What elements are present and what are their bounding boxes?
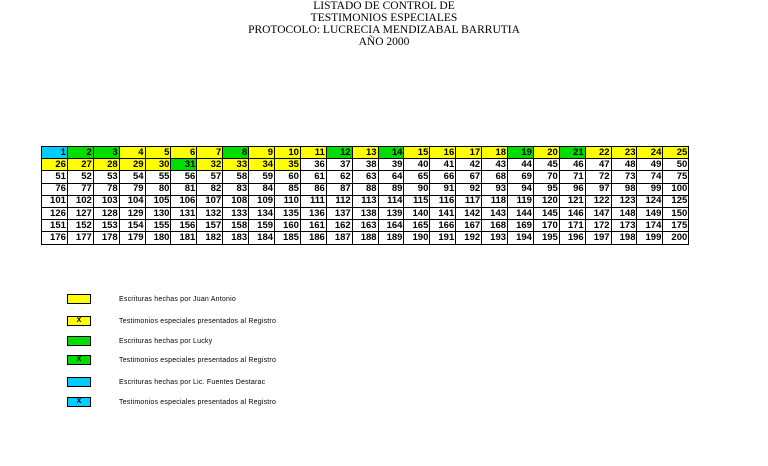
grid-cell: 82 [197, 183, 223, 195]
grid-cell: 133 [223, 207, 249, 219]
grid-cell: 183 [223, 232, 249, 244]
legend-swatch: X [67, 397, 91, 407]
grid-cell: 162 [326, 220, 352, 232]
grid-cell: 12 [326, 147, 352, 159]
grid-cell: 187 [326, 232, 352, 244]
grid-cell: 200 [663, 232, 689, 244]
grid-cell: 63 [352, 171, 378, 183]
grid-cell: 39 [378, 159, 404, 171]
grid-cell: 15 [404, 147, 430, 159]
grid-cell: 92 [456, 183, 482, 195]
grid-cell: 129 [119, 207, 145, 219]
grid-cell: 84 [249, 183, 275, 195]
grid-row [42, 207, 689, 219]
grid-cell: 76 [42, 183, 68, 195]
grid-cell: 48 [611, 159, 637, 171]
grid-cell: 69 [508, 171, 534, 183]
grid-cell: 47 [585, 159, 611, 171]
legend-item [67, 336, 447, 346]
grid-cell: 6 [171, 147, 197, 159]
grid-cell: 100 [663, 183, 689, 195]
grid-row [42, 147, 689, 159]
legend-item [67, 377, 447, 387]
grid-cell: 9 [249, 147, 275, 159]
grid-cell: 168 [482, 220, 508, 232]
grid-cell: 8 [223, 147, 249, 159]
grid-cell: 81 [171, 183, 197, 195]
grid-cell: 88 [352, 183, 378, 195]
grid-cell: 182 [197, 232, 223, 244]
grid-cell: 108 [223, 195, 249, 207]
grid-cell: 160 [275, 220, 301, 232]
grid-cell: 106 [171, 195, 197, 207]
grid-cell: 73 [611, 171, 637, 183]
grid-cell: 68 [482, 171, 508, 183]
grid-cell: 126 [42, 207, 68, 219]
grid-cell: 80 [145, 183, 171, 195]
grid-cell: 72 [585, 171, 611, 183]
grid-cell: 122 [585, 195, 611, 207]
grid-cell: 18 [482, 147, 508, 159]
grid-cell: 137 [326, 207, 352, 219]
grid-cell: 107 [197, 195, 223, 207]
grid-cell: 111 [300, 195, 326, 207]
grid-cell: 62 [326, 171, 352, 183]
grid-cell: 159 [249, 220, 275, 232]
grid-cell: 163 [352, 220, 378, 232]
grid-cell: 59 [249, 171, 275, 183]
grid-cell: 171 [559, 220, 585, 232]
grid-cell: 184 [249, 232, 275, 244]
legend-text: Testimonios especiales presentados al Registro [119, 398, 277, 406]
grid-cell: 19 [508, 147, 534, 159]
grid-cell: 136 [300, 207, 326, 219]
grid-cell: 152 [67, 220, 93, 232]
grid-cell: 36 [300, 159, 326, 171]
control-grid [41, 146, 689, 245]
grid-cell: 49 [637, 159, 663, 171]
grid-cell: 167 [456, 220, 482, 232]
grid-cell: 10 [275, 147, 301, 159]
grid-row [42, 183, 689, 195]
grid-cell: 32 [197, 159, 223, 171]
grid-cell: 118 [482, 195, 508, 207]
grid-cell: 192 [456, 232, 482, 244]
grid-cell: 155 [145, 220, 171, 232]
grid-cell: 194 [508, 232, 534, 244]
grid-cell: 74 [637, 171, 663, 183]
grid-cell: 130 [145, 207, 171, 219]
grid-cell: 99 [637, 183, 663, 195]
grid-cell: 179 [119, 232, 145, 244]
header-line-1: LISTADO DE CONTROL DE [313, 0, 455, 12]
grid-cell: 197 [585, 232, 611, 244]
grid-cell: 33 [223, 159, 249, 171]
grid-cell: 31 [171, 159, 197, 171]
grid-cell: 144 [508, 207, 534, 219]
grid-row [42, 171, 689, 183]
grid-cell: 11 [300, 147, 326, 159]
legend-text: Testimonios especiales presentados al Registro [119, 356, 277, 364]
grid-cell: 149 [637, 207, 663, 219]
grid-cell: 121 [559, 195, 585, 207]
grid-cell: 148 [611, 207, 637, 219]
grid-cell: 110 [275, 195, 301, 207]
grid-cell: 61 [300, 171, 326, 183]
grid-cell: 175 [663, 220, 689, 232]
grid-cell: 83 [223, 183, 249, 195]
grid-cell: 125 [663, 195, 689, 207]
grid-cell: 157 [197, 220, 223, 232]
grid-cell: 22 [585, 147, 611, 159]
grid-cell: 70 [533, 171, 559, 183]
grid-cell: 143 [482, 207, 508, 219]
legend-item [67, 316, 447, 326]
grid-cell: 91 [430, 183, 456, 195]
grid-cell: 28 [93, 159, 119, 171]
grid-cell: 65 [404, 171, 430, 183]
grid-cell: 140 [404, 207, 430, 219]
grid-cell: 41 [430, 159, 456, 171]
grid-cell: 16 [430, 147, 456, 159]
legend-text: Testimonios especiales presentados al Registro [119, 317, 277, 325]
grid-cell: 146 [559, 207, 585, 219]
grid-cell: 139 [378, 207, 404, 219]
grid-cell: 190 [404, 232, 430, 244]
grid-cell: 20 [533, 147, 559, 159]
grid-cell: 102 [67, 195, 93, 207]
grid-cell: 132 [197, 207, 223, 219]
grid-cell: 124 [637, 195, 663, 207]
grid-cell: 71 [559, 171, 585, 183]
legend-swatch [67, 294, 91, 304]
grid-cell: 94 [508, 183, 534, 195]
grid-cell: 119 [508, 195, 534, 207]
grid-cell: 75 [663, 171, 689, 183]
legend-swatch [67, 336, 91, 346]
grid-cell: 127 [67, 207, 93, 219]
grid-cell: 112 [326, 195, 352, 207]
grid-cell: 158 [223, 220, 249, 232]
grid-row [42, 232, 689, 244]
legend-item [67, 397, 447, 407]
grid-cell: 78 [93, 183, 119, 195]
grid-cell: 193 [482, 232, 508, 244]
grid-cell: 165 [404, 220, 430, 232]
grid-cell: 45 [533, 159, 559, 171]
grid-cell: 161 [300, 220, 326, 232]
header-line-3: PROTOCOLO: LUCRECIA MENDIZABAL BARRUTIA [248, 24, 520, 36]
grid-cell: 199 [637, 232, 663, 244]
grid-cell: 51 [42, 171, 68, 183]
legend-swatch [67, 377, 91, 387]
grid-cell: 117 [456, 195, 482, 207]
grid-cell: 50 [663, 159, 689, 171]
header-line-2: TESTIMONIOS ESPECIALES [310, 12, 458, 24]
grid-cell: 138 [352, 207, 378, 219]
grid-cell: 64 [378, 171, 404, 183]
grid-cell: 98 [611, 183, 637, 195]
grid-cell: 30 [145, 159, 171, 171]
grid-cell: 35 [275, 159, 301, 171]
grid-cell: 170 [533, 220, 559, 232]
document-header [0, 0, 768, 48]
grid-cell: 97 [585, 183, 611, 195]
grid-cell: 89 [378, 183, 404, 195]
grid-cell: 113 [352, 195, 378, 207]
grid-cell: 141 [430, 207, 456, 219]
grid-cell: 195 [533, 232, 559, 244]
grid-cell: 27 [67, 159, 93, 171]
legend-item [67, 355, 447, 365]
grid-cell: 181 [171, 232, 197, 244]
grid-cell: 156 [171, 220, 197, 232]
grid-cell: 115 [404, 195, 430, 207]
grid-cell: 86 [300, 183, 326, 195]
grid-cell: 24 [637, 147, 663, 159]
grid-cell: 120 [533, 195, 559, 207]
grid-cell: 4 [119, 147, 145, 159]
grid-cell: 38 [352, 159, 378, 171]
grid-cell: 87 [326, 183, 352, 195]
grid-cell: 186 [300, 232, 326, 244]
grid-cell: 54 [119, 171, 145, 183]
grid-cell: 56 [171, 171, 197, 183]
grid-cell: 173 [611, 220, 637, 232]
grid-cell: 67 [456, 171, 482, 183]
grid-cell: 188 [352, 232, 378, 244]
grid-cell: 116 [430, 195, 456, 207]
grid-cell: 103 [93, 195, 119, 207]
grid-cell: 2 [67, 147, 93, 159]
grid-cell: 196 [559, 232, 585, 244]
grid-cell: 37 [326, 159, 352, 171]
grid-cell: 3 [93, 147, 119, 159]
grid-cell: 96 [559, 183, 585, 195]
grid-cell: 34 [249, 159, 275, 171]
grid-cell: 29 [119, 159, 145, 171]
grid-cell: 131 [171, 207, 197, 219]
grid-cell: 53 [93, 171, 119, 183]
grid-cell: 85 [275, 183, 301, 195]
grid-cell: 13 [352, 147, 378, 159]
grid-cell: 7 [197, 147, 223, 159]
grid-cell: 26 [42, 159, 68, 171]
grid-cell: 166 [430, 220, 456, 232]
grid-cell: 104 [119, 195, 145, 207]
grid-cell: 135 [275, 207, 301, 219]
legend-swatch: X [67, 355, 91, 365]
grid-cell: 169 [508, 220, 534, 232]
grid-cell: 57 [197, 171, 223, 183]
grid-cell: 177 [67, 232, 93, 244]
grid-cell: 134 [249, 207, 275, 219]
grid-cell: 154 [119, 220, 145, 232]
grid-cell: 105 [145, 195, 171, 207]
grid-cell: 40 [404, 159, 430, 171]
grid-cell: 42 [456, 159, 482, 171]
grid-cell: 123 [611, 195, 637, 207]
grid-cell: 114 [378, 195, 404, 207]
grid-cell: 17 [456, 147, 482, 159]
grid-cell: 66 [430, 171, 456, 183]
grid-cell: 1 [42, 147, 68, 159]
grid-row [42, 159, 689, 171]
legend-swatch: X [67, 316, 91, 326]
grid-cell: 25 [663, 147, 689, 159]
grid-cell: 145 [533, 207, 559, 219]
grid-cell: 79 [119, 183, 145, 195]
grid-cell: 90 [404, 183, 430, 195]
grid-cell: 151 [42, 220, 68, 232]
header-line-4: AÑO 2000 [358, 36, 410, 48]
grid-cell: 93 [482, 183, 508, 195]
grid-cell: 185 [275, 232, 301, 244]
grid-cell: 44 [508, 159, 534, 171]
grid-row [42, 220, 689, 232]
grid-cell: 142 [456, 207, 482, 219]
grid-cell: 55 [145, 171, 171, 183]
grid-cell: 14 [378, 147, 404, 159]
legend-text: Escrituras hechas por Lic. Fuentes Destarac [119, 378, 266, 386]
grid-cell: 77 [67, 183, 93, 195]
grid-cell: 60 [275, 171, 301, 183]
grid-cell: 43 [482, 159, 508, 171]
grid-cell: 189 [378, 232, 404, 244]
grid-cell: 23 [611, 147, 637, 159]
grid-cell: 95 [533, 183, 559, 195]
grid-cell: 5 [145, 147, 171, 159]
grid-cell: 191 [430, 232, 456, 244]
legend-text: Escrituras hechas por Juan Antonio [119, 295, 236, 303]
grid-cell: 164 [378, 220, 404, 232]
grid-cell: 46 [559, 159, 585, 171]
legend-item [67, 294, 447, 304]
grid-cell: 52 [67, 171, 93, 183]
grid-cell: 109 [249, 195, 275, 207]
grid-cell: 172 [585, 220, 611, 232]
legend-text: Escrituras hechas por Lucky [119, 337, 213, 345]
grid-cell: 176 [42, 232, 68, 244]
grid-cell: 58 [223, 171, 249, 183]
grid-cell: 180 [145, 232, 171, 244]
grid-cell: 178 [93, 232, 119, 244]
grid-cell: 174 [637, 220, 663, 232]
grid-cell: 147 [585, 207, 611, 219]
grid-cell: 153 [93, 220, 119, 232]
grid-cell: 21 [559, 147, 585, 159]
grid-cell: 128 [93, 207, 119, 219]
grid-cell: 198 [611, 232, 637, 244]
grid-cell: 150 [663, 207, 689, 219]
grid-row [42, 195, 689, 207]
grid-cell: 101 [42, 195, 68, 207]
